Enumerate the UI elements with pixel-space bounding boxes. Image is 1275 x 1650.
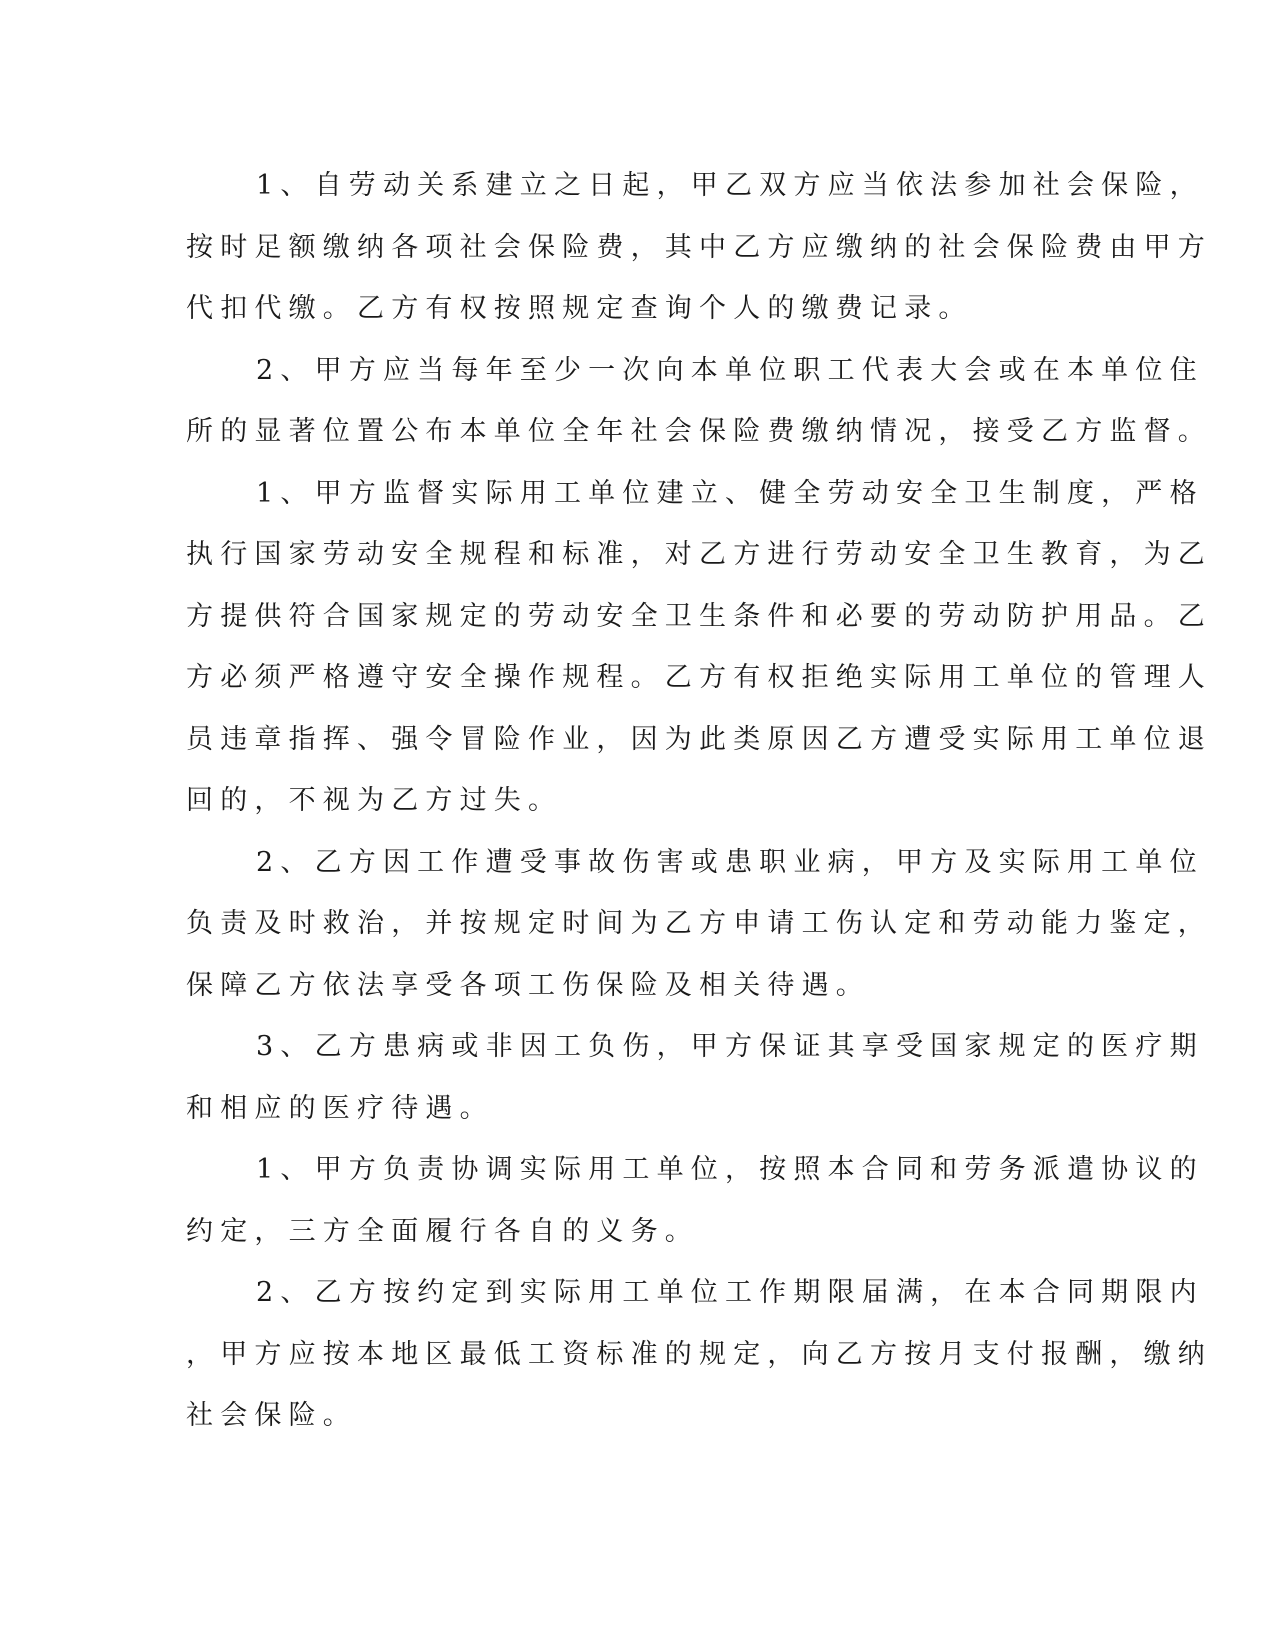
- paragraph-safety-1: [186, 463, 1212, 832]
- text-line: 2、甲方应当每年至少一次向本单位职工代表大会或在本单位住: [256, 354, 1204, 386]
- text-line: 执行国家劳动安全规程和标准，对乙方进行劳动安全卫生教育，为乙: [186, 539, 1212, 570]
- text-line: 保障乙方依法享受各项工伤保险及相关待遇。: [186, 969, 870, 1001]
- document-body: [186, 155, 1212, 1447]
- text-line: 3、乙方患病或非因工负伤，甲方保证其享受国家规定的医疗期: [256, 1031, 1204, 1062]
- text-line: 1、甲方监督实际用工单位建立、健全劳动安全卫生制度，严格: [256, 477, 1204, 509]
- text-line: 方提供符合国家规定的劳动安全卫生条件和必要的劳动防护用品。乙: [186, 600, 1212, 632]
- text-line: 代扣代缴。乙方有权按照规定查询个人的缴费记录。: [186, 293, 973, 324]
- text-line: 2、乙方因工作遭受事故伤害或患职业病，甲方及实际用工单位: [256, 846, 1204, 878]
- text-line: 社会保险。: [186, 1400, 357, 1431]
- paragraph-other-1: [186, 1139, 1204, 1262]
- text-line: 回的，不视为乙方过失。: [186, 785, 563, 816]
- text-line: 按时足额缴纳各项社会保险费，其中乙方应缴纳的社会保险费由甲方: [186, 231, 1212, 263]
- text-line: 约定，三方全面履行各自的义务。: [186, 1215, 699, 1247]
- text-line: 员违章指挥、强令冒险作业，因为此类原因乙方遭受实际用工单位退: [186, 723, 1212, 755]
- text-line: 1、甲方负责协调实际用工单位，按照本合同和劳务派遣协议的: [256, 1154, 1204, 1185]
- text-line: 1、自劳动关系建立之日起，甲乙双方应当依法参加社会保险，: [256, 170, 1204, 201]
- text-line: 所的显著位置公布本单位全年社会保险费缴纳情况，接受乙方监督。: [186, 416, 1212, 447]
- text-line: ，甲方应按本地区最低工资标准的规定，向乙方按月支付报酬，缴纳: [186, 1338, 1212, 1370]
- paragraph-social-insurance-2: [186, 340, 1212, 463]
- paragraph-other-2: [186, 1262, 1212, 1447]
- text-line: 负责及时救治，并按规定时间为乙方申请工伤认定和劳动能力鉴定，: [186, 908, 1212, 939]
- text-line: 2、乙方按约定到实际用工单位工作期限届满，在本合同期限内: [256, 1277, 1204, 1308]
- paragraph-safety-3: [186, 1016, 1204, 1139]
- text-line: 方必须严格遵守安全操作规程。乙方有权拒绝实际用工单位的管理人: [186, 662, 1212, 693]
- text-line: 和相应的医疗待遇。: [186, 1092, 494, 1124]
- paragraph-social-insurance-1: [186, 155, 1212, 340]
- paragraph-safety-2: [186, 832, 1212, 1017]
